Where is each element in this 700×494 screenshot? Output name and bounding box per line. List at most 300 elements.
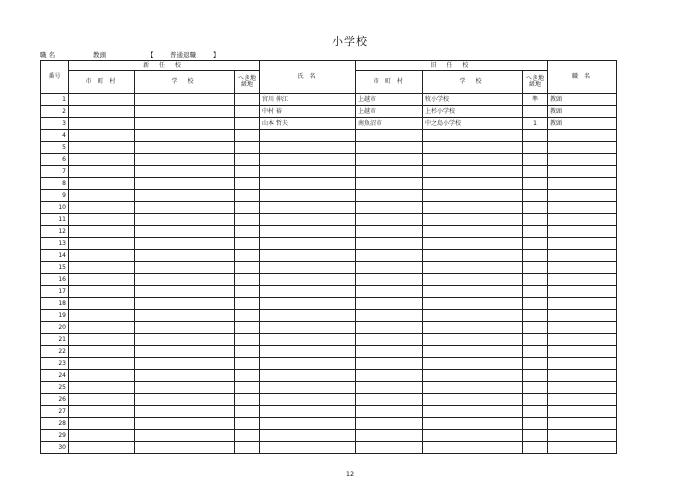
new-school-cell — [135, 166, 235, 178]
row-number: 24 — [41, 370, 69, 382]
table-row — [41, 334, 617, 346]
new-city-cell — [69, 106, 135, 118]
table-row — [41, 382, 617, 394]
old-city-cell: 上越市 — [356, 106, 423, 118]
new-school-cell — [135, 274, 235, 286]
new-remote-cell — [235, 358, 260, 370]
new-city-cell — [69, 310, 135, 322]
table-row — [41, 322, 617, 334]
row-number: 2 — [41, 106, 69, 118]
header-number: 番号 — [41, 61, 69, 94]
new-city-cell — [69, 142, 135, 154]
row-number: 17 — [41, 286, 69, 298]
row-number: 26 — [41, 394, 69, 406]
new-city-cell — [69, 346, 135, 358]
row-number: 12 — [41, 226, 69, 238]
old-remote-cell — [523, 190, 548, 202]
new-school-cell — [135, 142, 235, 154]
old-school-cell — [423, 130, 523, 142]
row-number: 5 — [41, 142, 69, 154]
new-school-cell — [135, 346, 235, 358]
position-cell — [548, 250, 617, 262]
old-school-cell — [423, 262, 523, 274]
old-city-cell: 上越市 — [356, 94, 423, 106]
position-cell — [548, 298, 617, 310]
new-remote-cell — [235, 142, 260, 154]
old-school-cell — [423, 310, 523, 322]
old-remote-cell: 準 — [523, 94, 548, 106]
old-remote-cell — [523, 274, 548, 286]
new-city-cell — [69, 130, 135, 142]
new-school-cell — [135, 214, 235, 226]
old-city-cell — [356, 202, 423, 214]
old-school-cell: 中之島小学校 — [423, 118, 523, 130]
old-school-cell — [423, 250, 523, 262]
position-cell — [548, 310, 617, 322]
position-cell — [548, 286, 617, 298]
position-cell — [548, 202, 617, 214]
position-cell — [548, 274, 617, 286]
new-remote-cell — [235, 214, 260, 226]
old-remote-cell — [523, 250, 548, 262]
new-city-cell — [69, 322, 135, 334]
position-cell — [548, 334, 617, 346]
old-school-cell — [423, 298, 523, 310]
row-number: 13 — [41, 238, 69, 250]
new-remote-cell — [235, 322, 260, 334]
new-remote-cell — [235, 262, 260, 274]
new-city-cell — [69, 418, 135, 430]
position-cell — [548, 154, 617, 166]
new-remote-cell — [235, 118, 260, 130]
row-number: 1 — [41, 94, 69, 106]
position-cell — [548, 142, 617, 154]
new-remote-cell — [235, 202, 260, 214]
table-row — [41, 118, 617, 130]
old-remote-cell — [523, 130, 548, 142]
row-number: 30 — [41, 442, 69, 454]
old-city-cell — [356, 262, 423, 274]
name-cell — [260, 334, 356, 346]
name-cell — [260, 358, 356, 370]
new-city-cell — [69, 166, 135, 178]
name-cell — [260, 298, 356, 310]
old-school-cell — [423, 406, 523, 418]
old-school-cell — [423, 202, 523, 214]
new-city-cell — [69, 394, 135, 406]
name-cell — [260, 286, 356, 298]
row-number: 29 — [41, 430, 69, 442]
name-cell — [260, 214, 356, 226]
old-remote-cell — [523, 214, 548, 226]
old-school-cell — [423, 226, 523, 238]
new-remote-cell — [235, 154, 260, 166]
new-school-cell — [135, 358, 235, 370]
header-new-city: 市 町 村 — [69, 71, 135, 94]
old-city-cell — [356, 238, 423, 250]
name-cell — [260, 346, 356, 358]
new-remote-cell — [235, 334, 260, 346]
old-remote-cell — [523, 298, 548, 310]
new-school-cell — [135, 154, 235, 166]
row-number: 23 — [41, 358, 69, 370]
new-city-cell — [69, 358, 135, 370]
position-cell — [548, 394, 617, 406]
old-remote-cell — [523, 154, 548, 166]
table-row — [41, 370, 617, 382]
new-school-cell — [135, 202, 235, 214]
old-school-cell — [423, 370, 523, 382]
row-number: 8 — [41, 178, 69, 190]
bracket-open: 【 — [147, 51, 154, 59]
position-value: 教頭 — [93, 51, 106, 59]
header-position: 職 名 — [548, 61, 617, 94]
old-remote-cell — [523, 418, 548, 430]
new-school-cell — [135, 382, 235, 394]
new-school-cell — [135, 190, 235, 202]
old-school-cell — [423, 274, 523, 286]
header-new-school-name: 学 校 — [135, 71, 235, 94]
old-city-cell — [356, 334, 423, 346]
old-remote-cell — [523, 106, 548, 118]
position-cell — [548, 178, 617, 190]
table-row — [41, 250, 617, 262]
table-row — [41, 262, 617, 274]
new-remote-cell — [235, 406, 260, 418]
page-number: 12 — [345, 470, 355, 478]
name-cell: 山本 哲夫 — [260, 118, 356, 130]
old-school-cell — [423, 442, 523, 454]
new-school-cell — [135, 418, 235, 430]
old-school-cell — [423, 166, 523, 178]
position-cell — [548, 130, 617, 142]
new-remote-cell — [235, 274, 260, 286]
old-remote-cell — [523, 370, 548, 382]
new-school-cell — [135, 430, 235, 442]
new-school-cell — [135, 442, 235, 454]
page-title: 小学校 — [332, 35, 368, 48]
old-school-cell — [423, 214, 523, 226]
new-remote-cell — [235, 298, 260, 310]
old-school-cell — [423, 322, 523, 334]
table-row — [41, 214, 617, 226]
name-cell — [260, 250, 356, 262]
new-remote-cell — [235, 238, 260, 250]
new-remote-cell — [235, 94, 260, 106]
table-row — [41, 310, 617, 322]
new-remote-cell — [235, 310, 260, 322]
position-cell — [548, 226, 617, 238]
row-number: 3 — [41, 118, 69, 130]
new-school-cell — [135, 334, 235, 346]
table-row — [41, 190, 617, 202]
new-school-cell — [135, 226, 235, 238]
old-school-cell — [423, 346, 523, 358]
new-city-cell — [69, 298, 135, 310]
new-remote-cell — [235, 394, 260, 406]
old-city-cell: 南魚沼市 — [356, 118, 423, 130]
table-row — [41, 94, 617, 106]
old-city-cell — [356, 358, 423, 370]
name-cell — [260, 142, 356, 154]
position-cell — [548, 166, 617, 178]
table-row — [41, 178, 617, 190]
table-row — [41, 166, 617, 178]
new-city-cell — [69, 154, 135, 166]
position-cell — [548, 370, 617, 382]
new-school-cell — [135, 394, 235, 406]
name-cell — [260, 322, 356, 334]
table-row — [41, 418, 617, 430]
name-cell — [260, 166, 356, 178]
old-school-cell — [423, 394, 523, 406]
old-city-cell — [356, 382, 423, 394]
old-school-cell: 牧小学校 — [423, 94, 523, 106]
new-city-cell — [69, 214, 135, 226]
position-label: 職 名 — [40, 51, 56, 59]
row-number: 7 — [41, 166, 69, 178]
position-cell — [548, 214, 617, 226]
old-remote-cell: 1 — [523, 118, 548, 130]
new-remote-cell — [235, 106, 260, 118]
position-cell: 教頭 — [548, 106, 617, 118]
table-row — [41, 394, 617, 406]
position-cell — [548, 406, 617, 418]
new-city-cell — [69, 178, 135, 190]
old-city-cell — [356, 442, 423, 454]
new-school-cell — [135, 250, 235, 262]
new-remote-cell — [235, 190, 260, 202]
new-remote-cell — [235, 430, 260, 442]
table-row — [41, 274, 617, 286]
new-school-cell — [135, 94, 235, 106]
name-cell — [260, 226, 356, 238]
new-remote-cell — [235, 418, 260, 430]
table-row — [41, 430, 617, 442]
old-school-cell — [423, 418, 523, 430]
new-school-cell — [135, 118, 235, 130]
header-old-school: 旧 任 校 — [356, 61, 548, 71]
position-cell — [548, 322, 617, 334]
row-number: 19 — [41, 310, 69, 322]
name-cell — [260, 310, 356, 322]
position-cell — [548, 346, 617, 358]
header-new-school: 新 任 校 — [69, 61, 260, 71]
table-row — [41, 358, 617, 370]
table-row — [41, 130, 617, 142]
name-cell — [260, 202, 356, 214]
row-number: 14 — [41, 250, 69, 262]
old-city-cell — [356, 166, 423, 178]
position-cell — [548, 430, 617, 442]
new-city-cell — [69, 190, 135, 202]
row-number: 15 — [41, 262, 69, 274]
old-remote-cell — [523, 286, 548, 298]
new-remote-cell — [235, 250, 260, 262]
row-number: 21 — [41, 334, 69, 346]
old-remote-cell — [523, 310, 548, 322]
old-city-cell — [356, 346, 423, 358]
row-number: 9 — [41, 190, 69, 202]
new-remote-cell — [235, 370, 260, 382]
new-school-cell — [135, 106, 235, 118]
name-cell — [260, 406, 356, 418]
position-cell — [548, 262, 617, 274]
old-city-cell — [356, 406, 423, 418]
old-city-cell — [356, 250, 423, 262]
table-row — [41, 286, 617, 298]
transfer-table — [40, 60, 617, 454]
name-cell — [260, 238, 356, 250]
position-cell: 教頭 — [548, 94, 617, 106]
old-city-cell — [356, 418, 423, 430]
table-row — [41, 298, 617, 310]
row-number: 16 — [41, 274, 69, 286]
old-city-cell — [356, 154, 423, 166]
table-row — [41, 406, 617, 418]
new-remote-cell — [235, 286, 260, 298]
position-cell — [548, 358, 617, 370]
old-city-cell — [356, 142, 423, 154]
header-new-remote: へき地級地 — [235, 71, 260, 94]
new-school-cell — [135, 310, 235, 322]
old-city-cell — [356, 274, 423, 286]
old-city-cell — [356, 226, 423, 238]
old-school-cell — [423, 430, 523, 442]
row-number: 25 — [41, 382, 69, 394]
old-school-cell — [423, 382, 523, 394]
old-school-cell — [423, 154, 523, 166]
old-city-cell — [356, 370, 423, 382]
old-remote-cell — [523, 166, 548, 178]
position-cell — [548, 418, 617, 430]
old-remote-cell — [523, 202, 548, 214]
row-number: 6 — [41, 154, 69, 166]
position-cell — [548, 238, 617, 250]
row-number: 18 — [41, 298, 69, 310]
old-city-cell — [356, 190, 423, 202]
old-city-cell — [356, 130, 423, 142]
old-remote-cell — [523, 442, 548, 454]
old-school-cell — [423, 142, 523, 154]
new-city-cell — [69, 202, 135, 214]
old-remote-cell — [523, 238, 548, 250]
name-cell — [260, 382, 356, 394]
new-city-cell — [69, 382, 135, 394]
name-cell — [260, 130, 356, 142]
table-row — [41, 202, 617, 214]
new-remote-cell — [235, 130, 260, 142]
name-cell — [260, 418, 356, 430]
old-city-cell — [356, 178, 423, 190]
position-cell: 教頭 — [548, 118, 617, 130]
new-school-cell — [135, 286, 235, 298]
old-remote-cell — [523, 406, 548, 418]
old-remote-cell — [523, 382, 548, 394]
table-row — [41, 106, 617, 118]
name-cell: 中村 裕 — [260, 106, 356, 118]
name-cell — [260, 190, 356, 202]
name-cell — [260, 442, 356, 454]
old-city-cell — [356, 430, 423, 442]
new-school-cell — [135, 130, 235, 142]
row-number: 22 — [41, 346, 69, 358]
new-school-cell — [135, 406, 235, 418]
old-remote-cell — [523, 430, 548, 442]
old-remote-cell — [523, 322, 548, 334]
new-city-cell — [69, 286, 135, 298]
new-remote-cell — [235, 442, 260, 454]
old-remote-cell — [523, 262, 548, 274]
new-remote-cell — [235, 226, 260, 238]
bracket-close: 】 — [213, 51, 220, 59]
header-name: 氏 名 — [260, 61, 356, 94]
header-old-city: 市 町 村 — [356, 71, 423, 94]
name-cell — [260, 154, 356, 166]
new-city-cell — [69, 406, 135, 418]
old-school-cell — [423, 178, 523, 190]
name-cell — [260, 262, 356, 274]
name-cell: 宮川 伸江 — [260, 94, 356, 106]
header-old-school-name: 学 校 — [423, 71, 523, 94]
table-row — [41, 238, 617, 250]
old-city-cell — [356, 310, 423, 322]
position-cell — [548, 190, 617, 202]
new-city-cell — [69, 118, 135, 130]
old-city-cell — [356, 298, 423, 310]
position-cell — [548, 382, 617, 394]
new-school-cell — [135, 322, 235, 334]
old-city-cell — [356, 322, 423, 334]
old-school-cell — [423, 358, 523, 370]
name-cell — [260, 370, 356, 382]
new-remote-cell — [235, 346, 260, 358]
table-row — [41, 226, 617, 238]
old-remote-cell — [523, 178, 548, 190]
old-remote-cell — [523, 226, 548, 238]
old-school-cell — [423, 334, 523, 346]
position-cell — [548, 442, 617, 454]
new-city-cell — [69, 442, 135, 454]
new-school-cell — [135, 370, 235, 382]
new-remote-cell — [235, 166, 260, 178]
new-city-cell — [69, 430, 135, 442]
old-school-cell — [423, 190, 523, 202]
header-old-remote: へき地級地 — [523, 71, 548, 94]
new-remote-cell — [235, 382, 260, 394]
name-cell — [260, 178, 356, 190]
old-remote-cell — [523, 358, 548, 370]
old-school-cell: 上杉小学校 — [423, 106, 523, 118]
table-row — [41, 154, 617, 166]
new-city-cell — [69, 334, 135, 346]
name-cell — [260, 430, 356, 442]
name-cell — [260, 274, 356, 286]
new-school-cell — [135, 262, 235, 274]
row-number: 27 — [41, 406, 69, 418]
old-remote-cell — [523, 394, 548, 406]
old-city-cell — [356, 394, 423, 406]
old-remote-cell — [523, 334, 548, 346]
old-school-cell — [423, 286, 523, 298]
name-cell — [260, 394, 356, 406]
old-school-cell — [423, 238, 523, 250]
category-label: 普通退職 — [170, 51, 196, 59]
row-number: 11 — [41, 214, 69, 226]
table-row — [41, 142, 617, 154]
new-school-cell — [135, 298, 235, 310]
table-row — [41, 346, 617, 358]
